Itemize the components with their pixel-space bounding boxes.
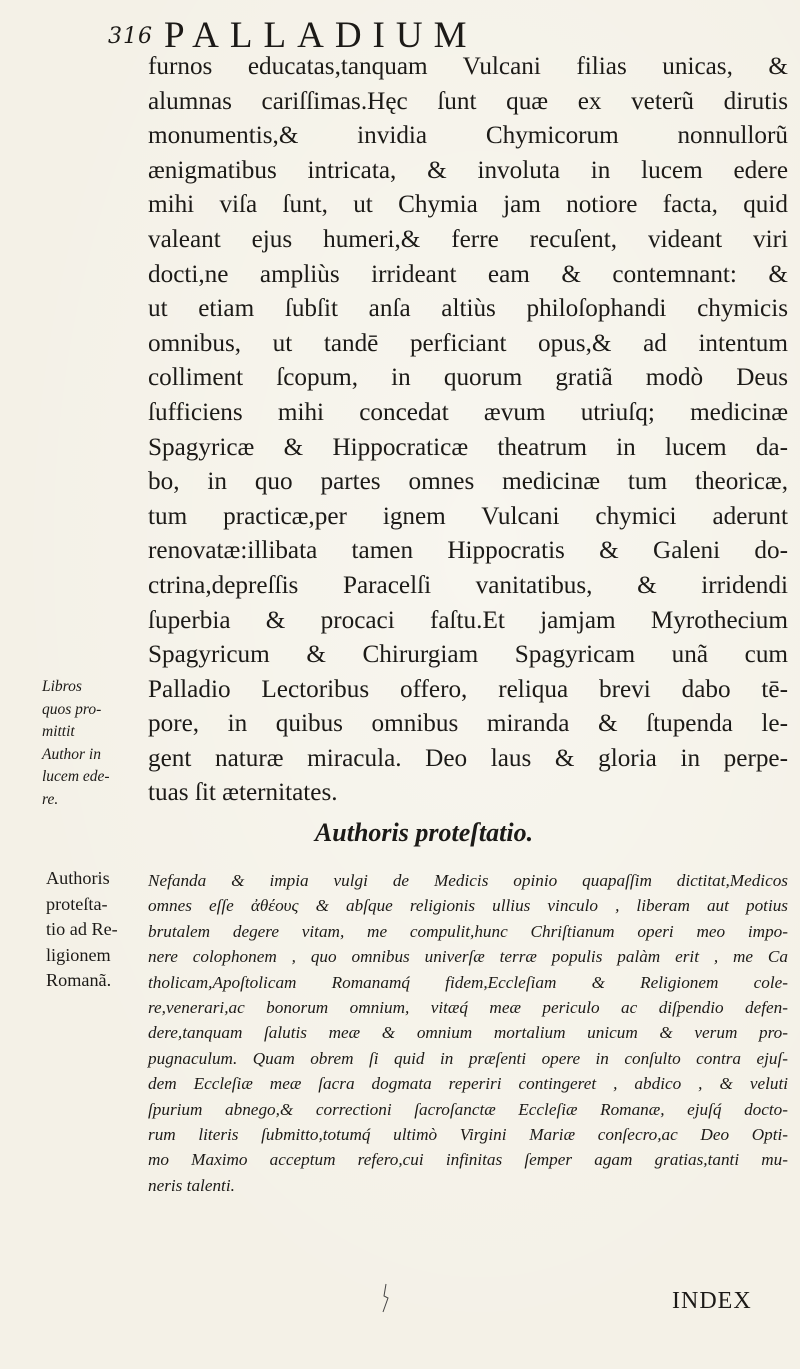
protestation-paragraph (148, 868, 788, 1198)
page-number: 316 (108, 24, 153, 49)
text-line: tuas ſit æternitates. (148, 779, 338, 807)
ink-mark-icon (380, 1282, 392, 1314)
text-line: alumnas cariſſimas.Hęc ſunt quæ ex veterũ dirutis (148, 87, 788, 115)
margin-note-line: Author in (42, 745, 101, 763)
text-line: rum literis ſubmitto,totumq́ ultimò Virgini Mariæ conſecro,ac Deo Opti- (148, 1125, 788, 1145)
text-line: pore, in quibus omnibus miranda & ſtupenda le- (148, 710, 788, 738)
text-line: ut etiam ſubſit anſa altiùs philoſophandi chymicis (148, 295, 788, 323)
text-line: mo Maximo acceptum refero,cui infinitas ſemper agam gratias,tanti mu- (148, 1150, 788, 1170)
text-line: Nefanda & impia vulgi de Medicis opinio quapaſſim dictitat,Medicos (148, 871, 788, 890)
text-line: valeant ejus humeri,& ferre recuſent, videant viri (148, 225, 788, 253)
catchword: INDEX (672, 1288, 752, 1314)
text-line: re,venerari,ac bonorum omnium, vitæq́ meæ periculo ac diſpendio defen- (148, 998, 788, 1018)
margin-note-line: mittit (42, 723, 75, 741)
text-line: renovatæ:illibata tamen Hippocratis & Galeni do- (148, 537, 788, 565)
margin-note-line: tio ad Re- (46, 919, 118, 939)
text-line: omnibus, ut tandē perficiant opus,& ad intentum (148, 329, 788, 357)
margin-note-line: ligionem (46, 944, 111, 965)
text-line: neris talenti. (148, 1175, 235, 1195)
text-line: dem Eccleſiæ meæ ſacra dogmata reperiri contingeret , abdico , & veluti (148, 1074, 788, 1094)
text-line: ſpurium abnego,& correctioni ſacroſanctæ Eccleſiæ Romanæ, ejuſq́ docto- (148, 1099, 788, 1119)
text-line: Spagyricæ & Hippocraticæ theatrum in lucem da- (148, 433, 788, 461)
text-line: bo, in quo partes omnes medicinæ tum theoricæ, (148, 468, 788, 496)
text-line: Palladio Lectoribus offero, reliqua brevi dabo tē- (148, 675, 788, 703)
margin-note-protestation (46, 866, 146, 994)
margin-note-line: re. (42, 790, 59, 808)
text-line: ænigmatibus intricata, & involuta in lucem edere (148, 156, 788, 184)
text-line: nere colophonem , quo omnibus univerſæ terræ populis palàm erit , me Ca (148, 947, 788, 967)
text-line: pugnaculum. Quam obrem ſi quid in præſenti opere in conſulto contra ejuſ- (148, 1048, 788, 1068)
margin-note-line: proteſta- (46, 893, 108, 914)
margin-note-line: Authoris (46, 868, 110, 888)
text-line: tum practicæ,per ignem Vulcani chymici aderunt (148, 502, 788, 530)
text-line: ſuperbia & procaci faſtu.Et jamjam Myrothecium (148, 606, 788, 634)
text-line: mihi viſa ſunt, ut Chymia jam notiore facta, quid (148, 191, 788, 219)
margin-note-line: lucem ede- (42, 768, 110, 786)
text-line: ſufficiens mihi concedat ævum utriuſq; medicinæ (148, 398, 788, 426)
running-title: PALLADIUM (164, 15, 478, 56)
margin-note-line: quos pro- (42, 700, 102, 718)
text-line: brutalem degere vitam, me compulit,hunc Chriſtianum operi meo impo- (148, 921, 788, 941)
margin-note-line: Libros (42, 678, 82, 695)
text-line: colliment ſcopum, in quorum gratiã modò Deus (148, 364, 788, 392)
text-line: omnes eſſe ἀθέους & abſque religionis ullius vinculo , liberam aut potius (148, 896, 788, 916)
section-heading: Authoris proteſtatio. (314, 818, 534, 847)
text-line: tholicam,Apoſtolicam Romanamq́ fidem,Eccleſiam & Religionem cole- (148, 972, 788, 992)
text-line: furnos educatas,tanquam Vulcani filias unicas, & (148, 53, 788, 80)
main-paragraph (148, 50, 788, 811)
text-line: docti,ne ampliùs irrideant eam & contemnant: & (148, 260, 788, 288)
text-line: gent naturæ miracula. Deo laus & gloria in perpe- (148, 744, 788, 772)
text-line: monumentis,& invidia Chymicorum nonnullorũ (148, 122, 788, 150)
text-line: ctrina,depreſſis Paracelſi vanitatibus, & irridendi (148, 571, 788, 599)
text-line: dere,tanquam ſalutis meæ & omnium mortalium unicum & verum pro- (148, 1023, 788, 1043)
margin-note-line: Romanã. (46, 970, 112, 990)
margin-note-books-promised (42, 676, 142, 812)
text-line: Spagyricum & Chirurgiam Spagyricam unã cum (148, 641, 788, 669)
